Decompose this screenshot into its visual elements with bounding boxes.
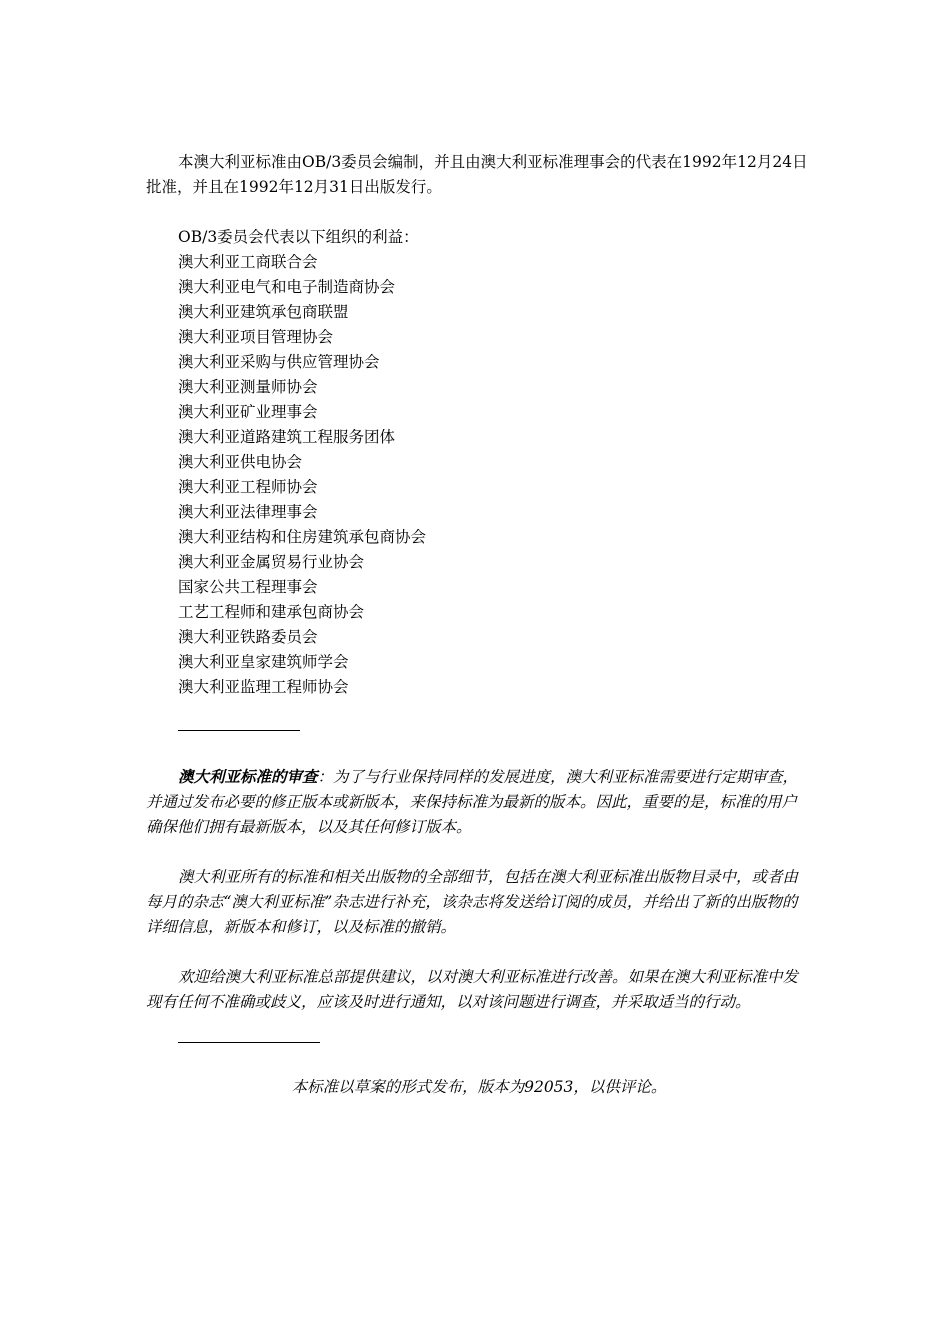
- organization-item: 工艺工程师和建承包商协会: [178, 603, 365, 621]
- review-lead: 澳大利亚标准的审查: [178, 767, 318, 786]
- suggestions-paragraph: 欢迎给澳大利亚标准总部提供建议，以对澳大利亚标准进行改善。如果在澳大利亚标准中发现有任何不准确或歧义，应该及时进行通知，以对该问题进行调查，并采取适当的行动。: [146, 968, 799, 1011]
- document-page: [146, 150, 812, 1100]
- organization-item: 澳大利亚电气和电子制造商协会: [178, 278, 396, 296]
- organization-item: 澳大利亚供电协会: [178, 453, 303, 471]
- review-text: ：为了与行业保持同样的发展进度，澳大利亚标准需要进行定期审查，并通过发布必要的修正版本或新版本，来保持标准为最新的版本。因此，重要的是，标准的用户确保他们拥有最新版本，以及其任何修订版本。: [146, 768, 799, 836]
- draft-note: 本标准以草案的形式发布，版本为92053，以供评论。: [291, 1078, 667, 1096]
- organization-item: 澳大利亚监理工程师协会: [178, 678, 349, 696]
- organization-item: 澳大利亚法律理事会: [178, 503, 318, 521]
- section-divider: [178, 730, 300, 731]
- organization-item: 澳大利亚建筑承包商联盟: [178, 303, 349, 321]
- notice-section: [146, 764, 812, 1015]
- review-paragraph: [146, 764, 812, 840]
- organization-list: [146, 250, 812, 700]
- organization-item: 澳大利亚金属贸易行业协会: [178, 553, 365, 571]
- organization-item: 澳大利亚矿业理事会: [178, 403, 318, 421]
- organization-item: 澳大利亚铁路委员会: [178, 628, 318, 646]
- committee-heading: OB/3委员会代表以下组织的利益：: [178, 228, 419, 246]
- organization-item: 澳大利亚项目管理协会: [178, 328, 334, 346]
- organization-item: 澳大利亚道路建筑工程服务团体: [178, 428, 396, 446]
- intro-paragraph: 本澳大利亚标准由OB/3委员会编制，并且由澳大利亚标准理事会的代表在1992年12月24日批准，并且在1992年12月31日出版发行。: [146, 153, 808, 196]
- organization-item: 澳大利亚工商联合会: [178, 253, 318, 271]
- section-divider: [178, 1042, 320, 1043]
- organization-item: 澳大利亚皇家建筑师学会: [178, 653, 349, 671]
- organization-item: 澳大利亚采购与供应管理协会: [178, 353, 380, 371]
- organization-item: 澳大利亚工程师协会: [178, 478, 318, 496]
- organization-item: 澳大利亚测量师协会: [178, 378, 318, 396]
- organization-item: 澳大利亚结构和住房建筑承包商协会: [178, 528, 427, 546]
- organization-item: 国家公共工程理事会: [178, 578, 318, 596]
- publications-paragraph: 澳大利亚所有的标准和相关出版物的全部细节，包括在澳大利亚标准出版物目录中，或者由每月的杂志“澳大利亚标准”杂志进行补充，该杂志将发送给订阅的成员，并给出了新的出版物的详细信息，新版本和修订，以及标准的撤销。: [146, 868, 799, 936]
